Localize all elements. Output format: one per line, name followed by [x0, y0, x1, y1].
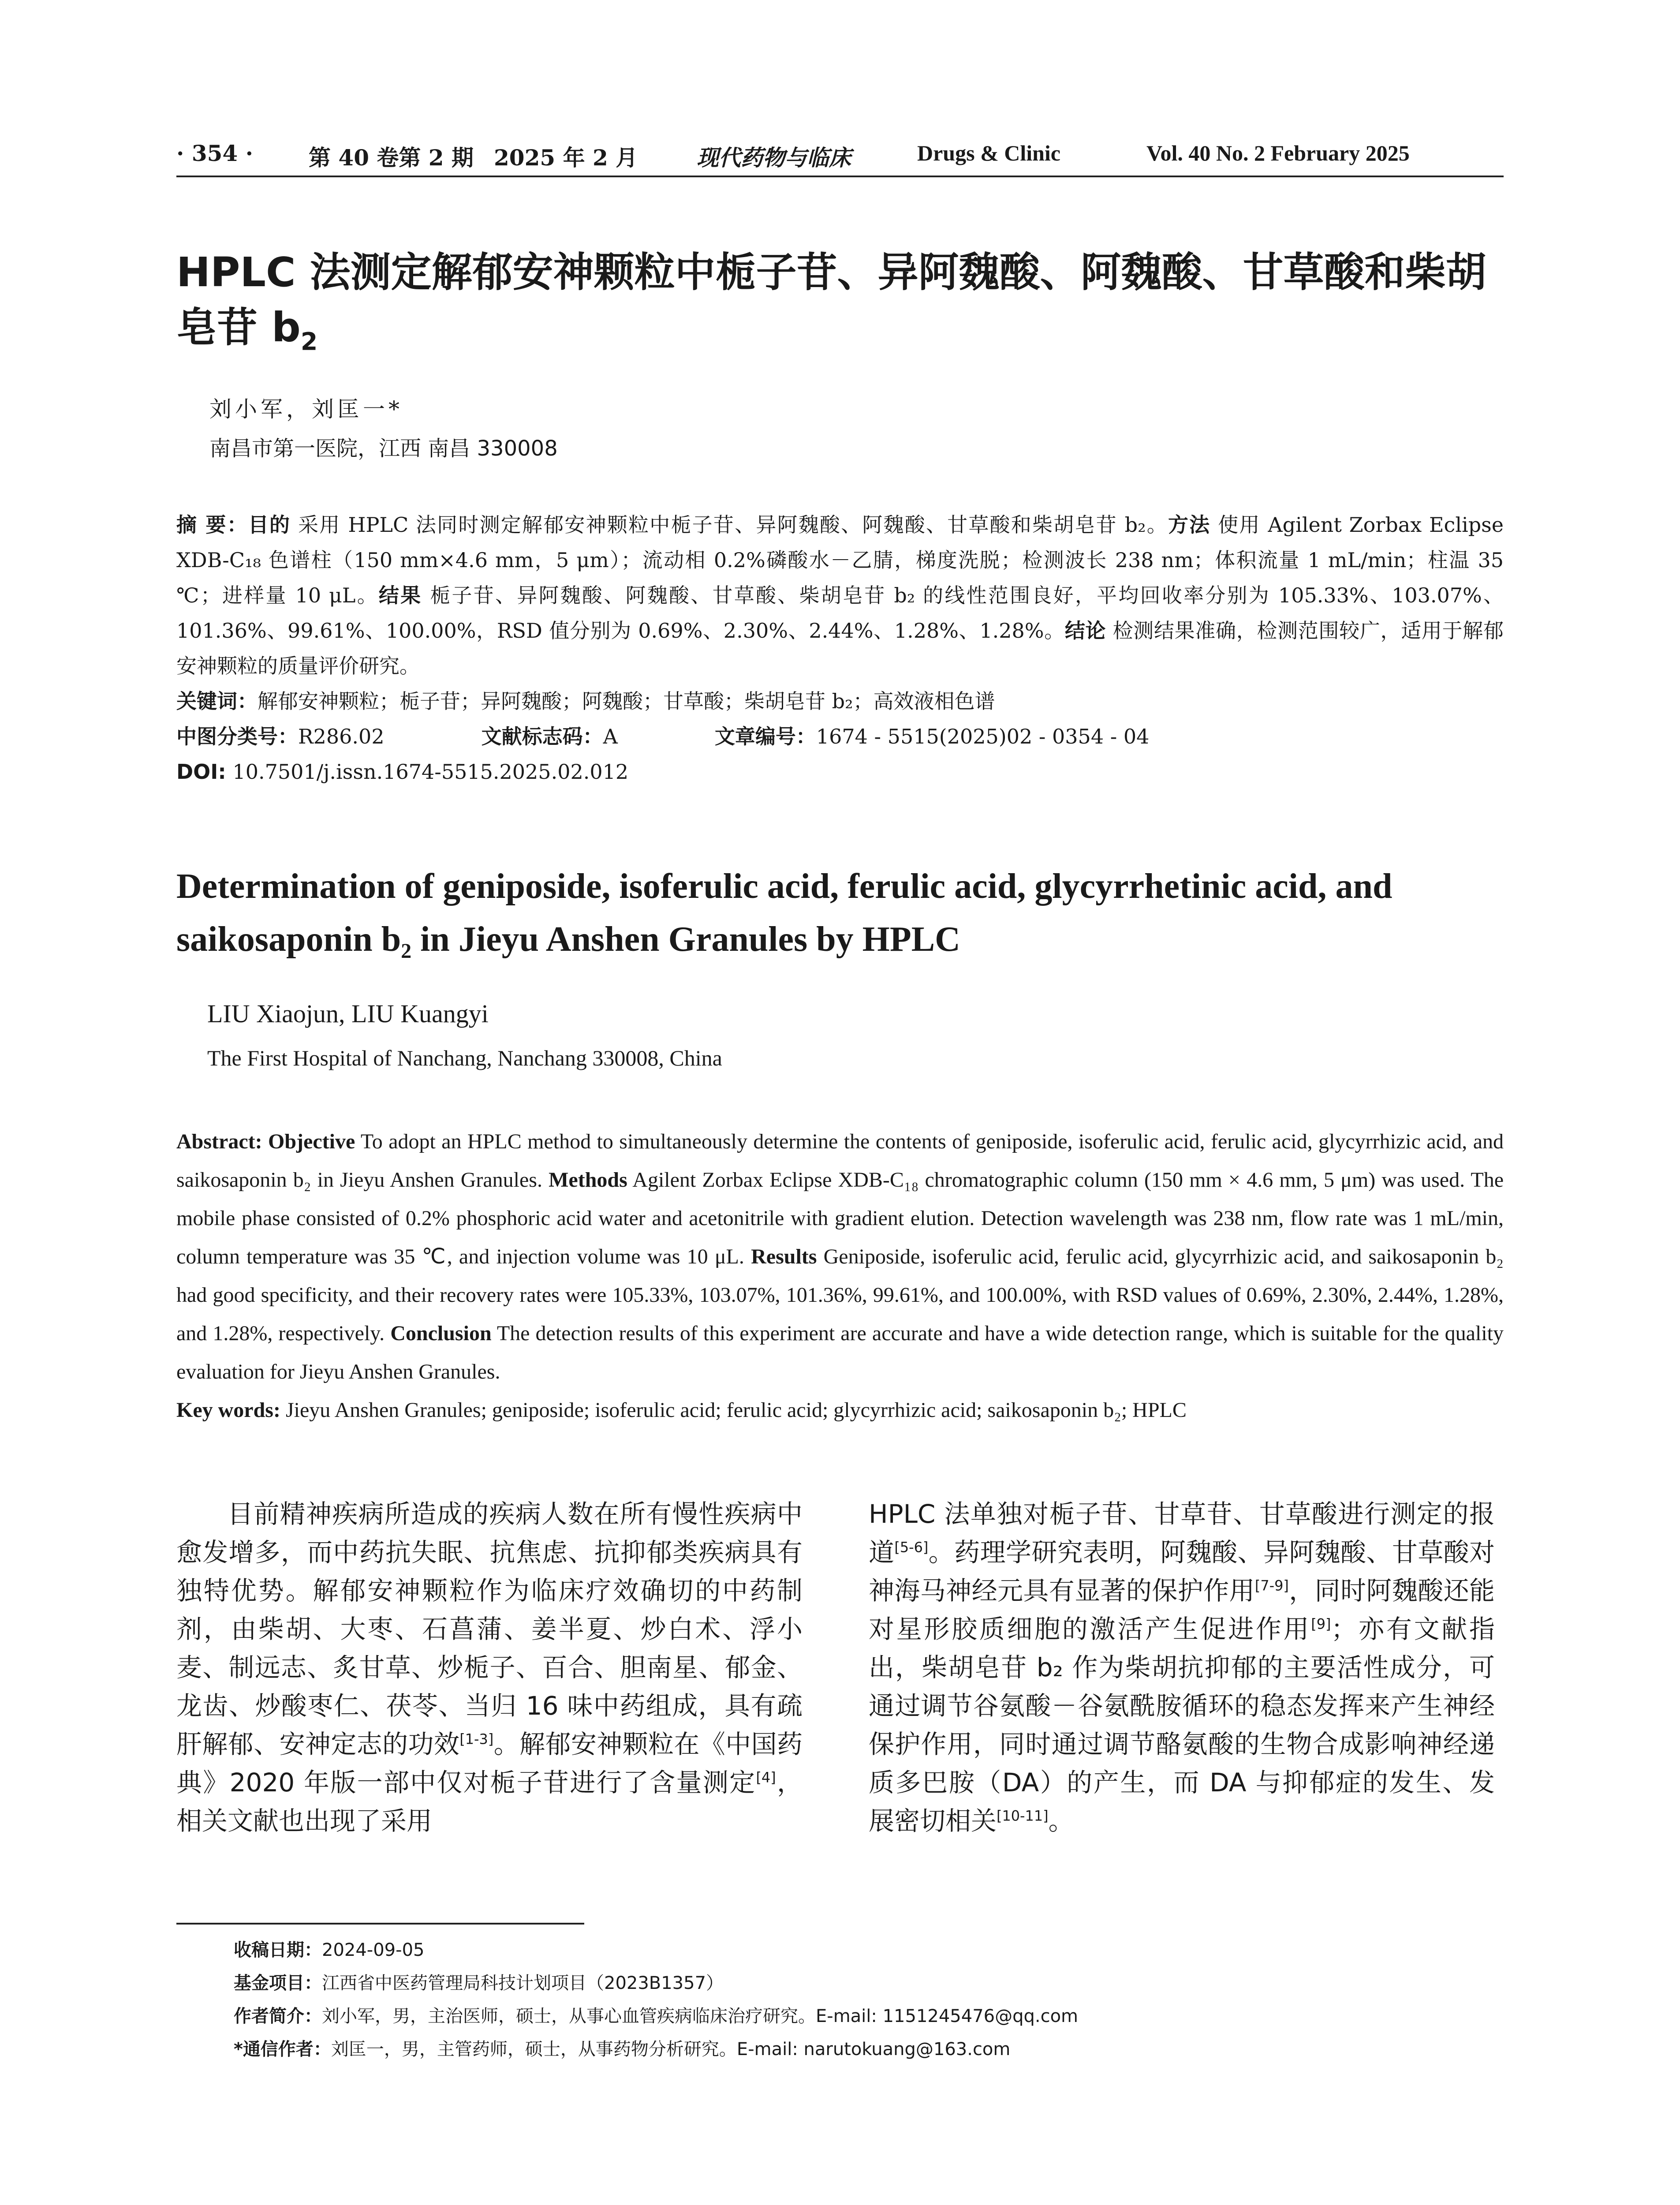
chinese-authors: 刘小军，刘匡一*	[209, 396, 403, 422]
author-info-value: 刘小军，男，主治医师，硕士，从事心血管疾病临床治疗研究。E-mail: 1151245476@qq.com	[322, 2006, 1079, 2026]
chinese-affiliation: 南昌市第一医院，江西 南昌 330008	[209, 436, 558, 461]
citation-ref[interactable]: [9]	[1311, 1615, 1331, 1633]
chinese-title	[176, 245, 1508, 355]
keywords-text: 解郁安神颗粒；栀子苷；异阿魏酸；阿魏酸；甘草酸；柴胡皂苷 b₂；高效液相色谱	[258, 689, 995, 713]
journal-name-cn: 现代药物与临床	[697, 145, 851, 171]
clc-label: 中图分类号：	[176, 725, 298, 748]
volume-en: Vol. 40 No. 2 February 2025	[1146, 141, 1410, 165]
english-title: Determination of geniposide, isoferulic acid, ferulic acid, glycyrrhetinic acid, and saikosaponin b₂ in Jieyu Anshen Granules by HPLC	[176, 867, 1393, 959]
fund-label: 基金项目：	[234, 1973, 322, 1993]
methods-label: 方法	[1168, 513, 1211, 537]
english-affiliation: The First Hospital of Nanchang, Nanchang 330008, China	[207, 1046, 722, 1070]
abstract-label: 摘 要：	[176, 513, 248, 537]
en-results-label: Results	[751, 1245, 817, 1268]
page-number: · 354 ·	[176, 140, 253, 166]
results-text: 栀子苷、异阿魏酸、阿魏酸、甘草酸、柴胡皂苷 b₂ 的线性范围良好，平均回收率分别为 105.33%、103.07%、101.36%、99.61%、100.00%，RSD 值分别为 0.69%、2.30%、2.44%、1.28%、1.28%。	[176, 583, 1504, 643]
body-text: ，相关文献也出现了采用	[176, 1768, 803, 1836]
en-conclusion-label: Conclusion	[390, 1322, 492, 1345]
corresponding-author	[234, 2033, 1512, 2066]
corresponding-value: 刘匡一，男，主管药师，硕士，从事药物分析研究。E-mail: narutokuang@163.com	[331, 2039, 1011, 2059]
results-label: 结果	[378, 583, 422, 607]
date-cn: 2025 年 2 月	[494, 145, 638, 171]
citation-ref[interactable]: [5-6]	[894, 1539, 929, 1556]
author-info-label: 作者简介：	[234, 2006, 322, 2026]
english-keywords	[176, 1391, 1504, 1429]
chinese-abstract-body	[176, 507, 1504, 684]
body-text: HPLC 法单独对栀子苷、甘草苷、甘草酸进行测定的报道	[869, 1499, 1495, 1567]
keywords-label: 关键词：	[176, 689, 258, 713]
objective-text: 采用 HPLC 法同时测定解郁安神颗粒中栀子苷、异阿魏酸、阿魏酸、甘草酸和柴胡皂苷 b₂。	[291, 513, 1168, 537]
en-results-text: Geniposide, isoferulic acid, ferulic acid, glycyrrhizic acid, and saikosaponin b₂ had good specificity, and their recovery rates were 105.33%, 103.07%, 101.36%, 99.61%, and 100.00%, with RSD values of 0.69%, 2.30%, 2.44%, 1.28%, and 1.28%, respectively.	[176, 1245, 1504, 1345]
chinese-title-line-1: HPLC 法测定解郁安神颗粒中栀子苷、异阿魏酸、阿魏酸、甘草酸和柴胡	[176, 249, 1486, 296]
chinese-title-line-2	[176, 300, 1508, 355]
body-text: ；亦有文献指出，柴胡皂苷 b₂ 作为柴胡抗抑郁的主要活性成分，可通过调节谷氨酸－谷氨酰胺循环的稳态发挥来产生神经保护作用，同时通过调节酪氨酸的生物合成影响神经递质多巴胺（DA）的产生，而 DA 与抑郁症的发生、发展密切相关	[869, 1614, 1495, 1836]
conclusion-label: 结论	[1064, 619, 1106, 643]
body-text: 。解郁安神颗粒在《中国药典》2020 年版一部中仅对栀子苷进行了含量测定	[176, 1729, 803, 1798]
fund-info	[234, 1967, 1512, 2000]
received-label: 收稿日期：	[234, 1940, 322, 1960]
chinese-keywords	[176, 684, 1504, 719]
article-number-value: 1674 - 5515(2025)02 - 0354 - 04	[816, 725, 1150, 748]
en-methods-text: Agilent Zorbax Eclipse XDB-C₁₈ chromatographic column (150 mm × 4.6 mm, 5 μm) was used. The mobile phase consisted of 0.2% phosphoric acid water and acetonitrile with gradient elution. Detection wavelength was 238 nm, flow rate was 1 mL/min, column temperature was 35 ℃, and injection volume was 10 μL.	[176, 1168, 1504, 1268]
footnotes	[234, 1934, 1512, 2066]
methods-text: 使用 Agilent Zorbax Eclipse XDB-C₁₈ 色谱柱（150 mm×4.6 mm，5 μm）；流动相 0.2%磷酸水－乙腈，梯度洗脱；检测波长 238 nm；体积流量 1 mL/min；柱温 35 ℃；进样量 10 μL。	[176, 513, 1504, 607]
citation-ref[interactable]: [10-11]	[997, 1807, 1049, 1824]
citation-ref[interactable]: [7-9]	[1254, 1577, 1289, 1594]
fund-value: 江西省中医药管理局科技计划项目（2023B1357）	[322, 1973, 724, 1993]
chinese-abstract	[176, 507, 1504, 789]
article-number-label: 文章编号：	[714, 725, 816, 748]
chinese-title-line-2-text: 皂苷 b	[176, 304, 301, 351]
english-authors: LIU Xiaojun, LIU Kuangyi	[207, 999, 489, 1028]
body-column-left	[176, 1495, 803, 1840]
author-info	[234, 2000, 1512, 2033]
corresponding-label: *通信作者：	[234, 2039, 331, 2059]
body-text: 。	[1048, 1806, 1074, 1836]
journal-name-en: Drugs & Clinic	[917, 141, 1060, 165]
chinese-title-subscript: 2	[300, 328, 318, 356]
en-keywords-label: Key words:	[176, 1398, 280, 1422]
body-text: ，同时阿魏酸还能对星形胶质细胞的激活产生促进作用	[869, 1576, 1495, 1644]
volume-cn: 第 40 卷第 2 期	[309, 145, 474, 171]
english-abstract	[176, 1122, 1504, 1429]
clc-value: R286.02	[298, 725, 385, 748]
citation-ref[interactable]: [4]	[756, 1769, 776, 1786]
en-conclusion-text: The detection results of this experiment are accurate and have a wide detection range, which is suitable for the quality evaluation for Jieyu Anshen Granules.	[176, 1322, 1504, 1383]
body-text: 。药理学研究表明，阿魏酸、异阿魏酸、甘草酸对神海马神经元具有显著的保护作用	[869, 1537, 1495, 1606]
doi-label: DOI:	[176, 760, 226, 784]
objective-label: 目的	[248, 513, 291, 537]
body-column-right	[869, 1495, 1495, 1840]
body-text: 目前精神疾病所造成的疾病人数在所有慢性疾病中愈发增多，而中药抗失眠、抗焦虑、抗抑郁类疾病具有独特优势。解郁安神颗粒作为临床疗效确切的中药制剂，由柴胡、大枣、石菖蒲、姜半夏、炒白术、浮小麦、制远志、炙甘草、炒栀子、百合、胆南星、郁金、龙齿、炒酸枣仁、茯苓、当归 16 味中药组成，具有疏肝解郁、安神定志的功效	[176, 1499, 803, 1759]
received-value: 2024-09-05	[322, 1940, 425, 1960]
classification-line	[176, 719, 1504, 754]
english-abstract-body	[176, 1122, 1504, 1391]
doc-code-label: 文献标志码：	[481, 725, 603, 748]
en-keywords-text: Jieyu Anshen Granules; geniposide; isoferulic acid; ferulic acid; glycyrrhizic acid; saikosaponin b₂; HPLC	[280, 1398, 1187, 1422]
conclusion-text: 检测结果准确，检测范围较广，适用于解郁安神颗粒的质量评价研究。	[176, 619, 1504, 678]
en-objective-text: To adopt an HPLC method to simultaneously determine the contents of geniposide, isoferulic acid, ferulic acid, glycyrrhizic acid, and saikosaponin b₂ in Jieyu Anshen Granules.	[176, 1130, 1504, 1192]
citation-ref[interactable]: [1-3]	[459, 1730, 494, 1748]
header-rule	[176, 176, 1504, 177]
en-abstract-label: Abstract: Objective	[176, 1130, 355, 1153]
doi-line	[176, 754, 1504, 789]
doi-link[interactable]: 10.7501/j.issn.1674-5515.2025.02.012	[226, 760, 629, 784]
en-methods-label: Methods	[549, 1168, 627, 1192]
footnote-rule	[176, 1923, 584, 1925]
running-header	[176, 140, 1504, 176]
doc-code-value: A	[603, 725, 618, 748]
received-date	[234, 1934, 1512, 1967]
